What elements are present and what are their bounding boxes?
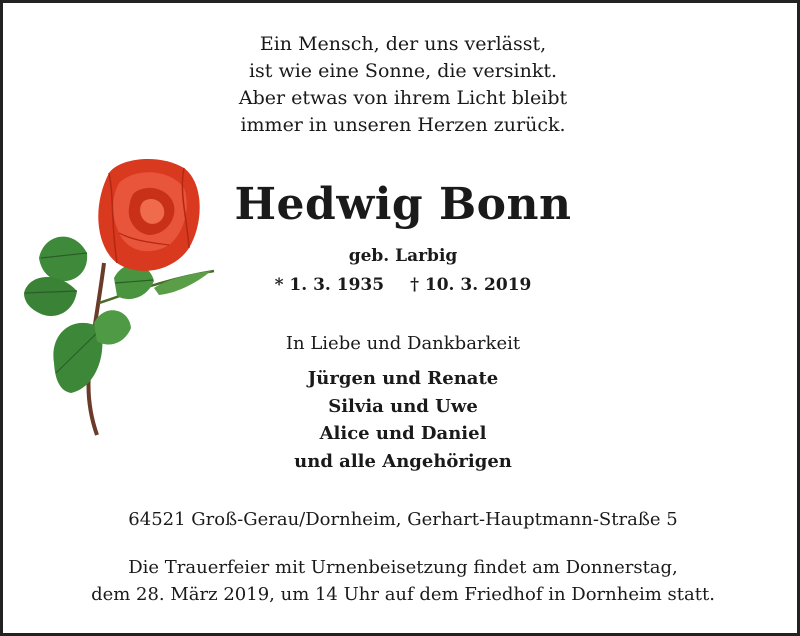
poem-line: ist wie eine Sonne, die versinkt.: [248, 60, 558, 82]
death-date: † 10. 3. 2019: [410, 275, 532, 295]
mourner-name: Jürgen und Renate: [307, 368, 499, 389]
poem-line: Aber etwas von ihrem Licht bleibt: [238, 87, 568, 109]
mourner-name: Alice und Daniel: [319, 423, 487, 444]
memorial-poem: [3, 31, 800, 139]
family-address: 64521 Groß-Gerau/Dornheim, Gerhart-Hauptmann-Straße 5: [128, 509, 678, 530]
notice-line: dem 28. März 2019, um 14 Uhr auf dem Friedhof in Dornheim statt.: [91, 584, 715, 605]
funeral-notice: [3, 554, 800, 608]
poem-line: immer in unseren Herzen zurück.: [240, 114, 566, 136]
poem-line: Ein Mensch, der uns verlässt,: [259, 33, 547, 55]
mourner-name: und alle Angehörigen: [294, 450, 512, 472]
life-dates: [3, 275, 800, 295]
mourner-name: Silvia und Uwe: [328, 395, 478, 417]
deceased-name: Hedwig Bonn: [234, 179, 572, 230]
mourners-intro: In Liebe und Dankbarkeit: [285, 333, 521, 354]
birth-name: geb. Larbig: [348, 246, 458, 266]
birth-date: * 1. 3. 1935: [274, 275, 385, 295]
mourners-list: [3, 365, 800, 475]
notice-line: Die Trauerfeier mit Urnenbeisetzung findet am Donnerstag,: [128, 557, 678, 578]
